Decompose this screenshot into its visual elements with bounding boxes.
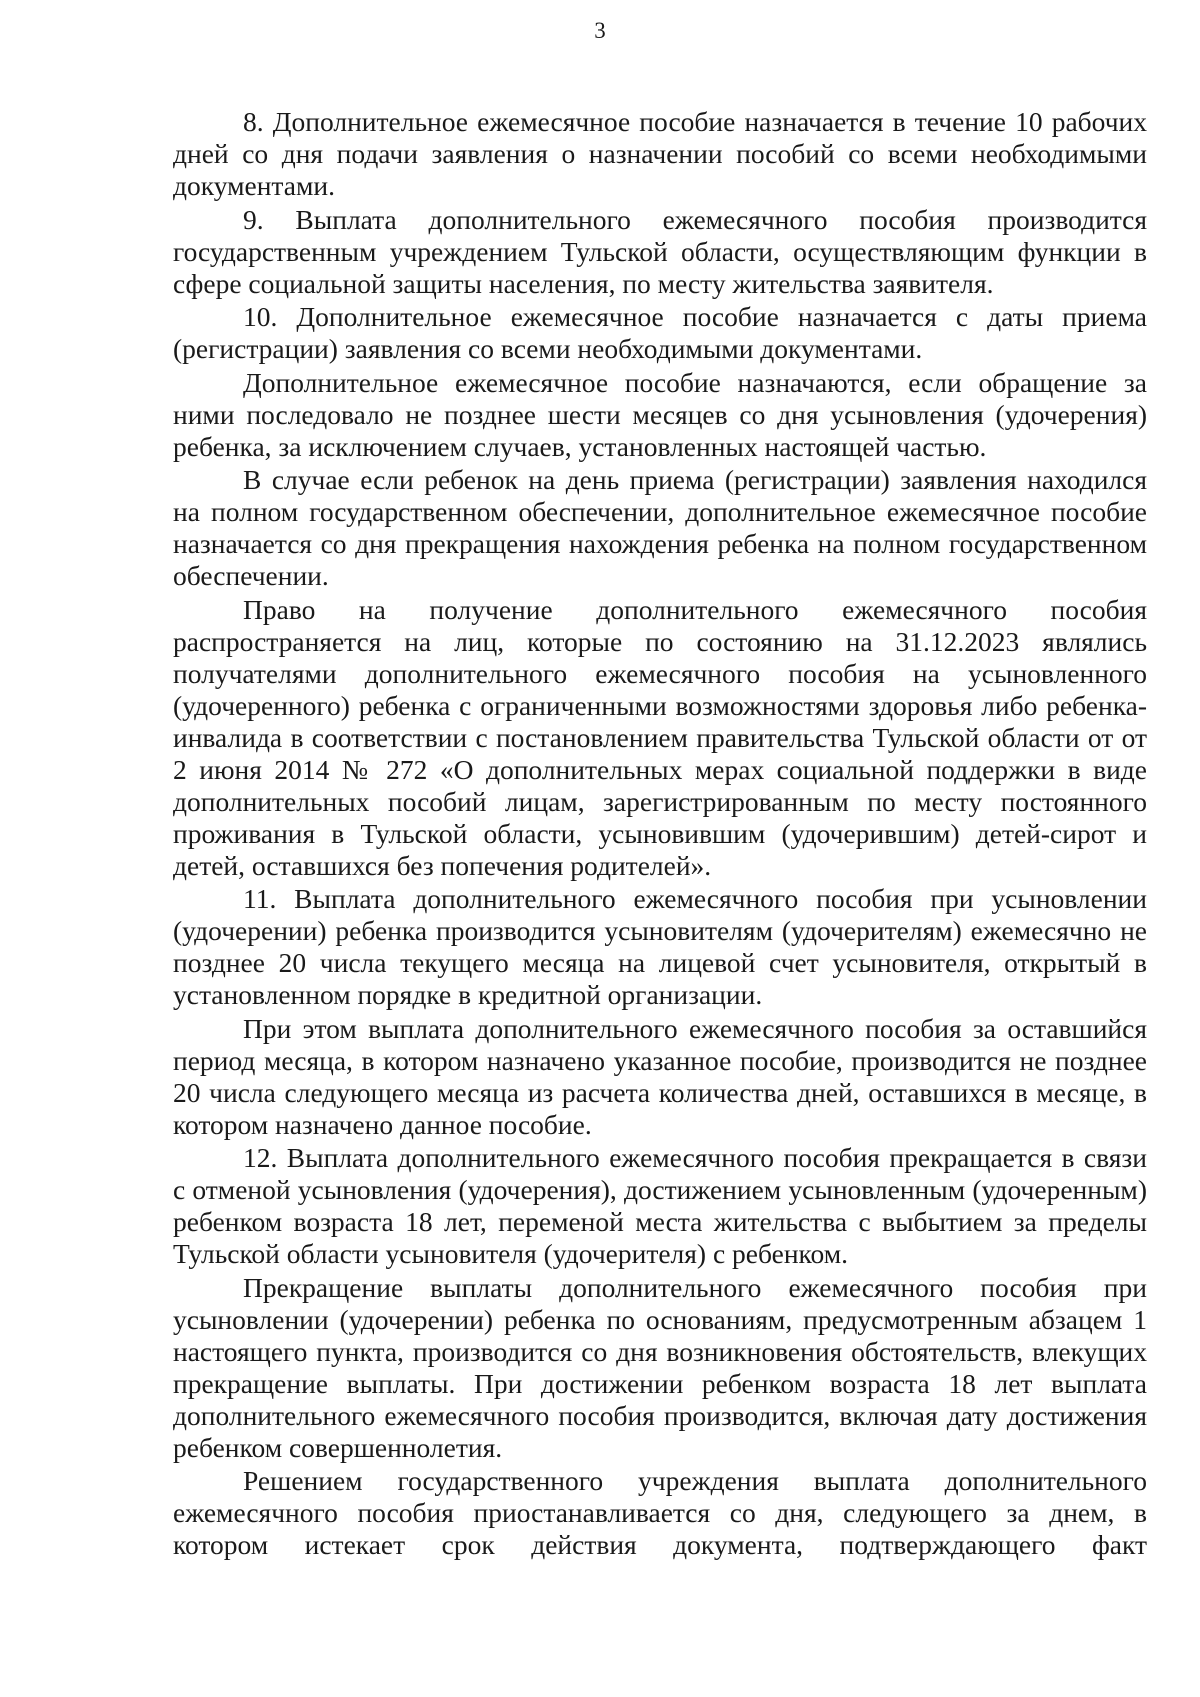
document-body [173, 106, 1147, 1563]
paragraph-item-12-2: Прекращение выплаты дополнительного ежемесячного пособия при усыновлении (удочерении) ребенка по основаниям, предусмотренным абзацем 1 настоящего пункта, производится со дня возникновения обстоятельств, влекущих прекращение выплаты. При достижении ребенком возраста 18 лет выплата дополнительного ежемесячного пособия производится, включая дату достижения ребенком совершеннолетия. [173, 1271, 1147, 1463]
paragraph-item-11: 11. Выплата дополнительного ежемесячного пособия при усыновлении (удочерении) ребенка производится усыновителям (удочерителям) ежемесячно не позднее 20 числа текущего месяца на лицевой счет усыновителя, открытый в установленном порядке в кредитной организации. [173, 883, 1147, 1010]
paragraph-item-9: 9. Выплата дополнительного ежемесячного пособия производится государственным учреждением Тульской области, осуществляющим функции в сфере социальной защиты населения, по месту жительства заявителя. [173, 203, 1147, 299]
paragraph-item-12: 12. Выплата дополнительного ежемесячного пособия прекращается в связи с отменой усыновления (удочерения), достижением усыновленным (удочеренным) ребенком возраста 18 лет, переменой места жительства с выбытием за пределы Тульской области усыновителя (удочерителя) с ребенком. [173, 1142, 1147, 1269]
page-number: 3 [594, 18, 606, 43]
paragraph-item-11-2: При этом выплата дополнительного ежемесячного пособия за оставшийся период месяца, в котором назначено указанное пособие, производится не позднее 20 числа следующего месяца из расчета количества дней, оставшихся в месяце, в котором назначено данное пособие. [173, 1012, 1147, 1140]
paragraph-item-10: 10. Дополнительное ежемесячное пособие назначается с даты приема (регистрации) заявления со всеми необходимыми документами. [173, 301, 1147, 364]
paragraph-item-12-3: Решением государственного учреждения выплата дополнительного ежемесячного пособия приостанавливается со дня, следующего за днем, в котором истекает срок действия документа, подтверждающего факт [173, 1465, 1147, 1560]
paragraph-item-10-3: В случае если ребенок на день приема (регистрации) заявления находился на полном государственном обеспечении, дополнительное ежемесячное пособие назначается со дня прекращения нахождения ребенка на полном государственном обеспечении. [173, 464, 1147, 591]
paragraph-item-10-2: Дополнительное ежемесячное пособие назначаются, если обращение за ними последовало не позднее шести месяцев со дня усыновления (удочерения) ребенка, за исключением случаев, установленных настоящей частью. [173, 366, 1147, 462]
paragraph-item-8: 8. Дополнительное ежемесячное пособие назначается в течение 10 рабочих дней со дня подачи заявления о назначении пособий со всеми необходимыми документами. [173, 106, 1147, 201]
paragraph-item-10-4: Право на получение дополнительного ежемесячного пособия распространяется на лиц, которые по состоянию на 31.12.2023 являлись получателями дополнительного ежемесячного пособия на усыновленного (удочеренного) ребенка с ограниченными возможностями здоровья либо ребенка-инвалида в соответствии с постановлением правительства Тульской области от от 2 июня 2014 № 272 «О дополнительных мерах социальной поддержки в виде дополнительных пособий лицам, зарегистрированным по месту постоянного проживания в Тульской области, усыновившим (удочерившим) детей-сирот и детей, оставшихся без попечения родителей». [173, 593, 1147, 881]
